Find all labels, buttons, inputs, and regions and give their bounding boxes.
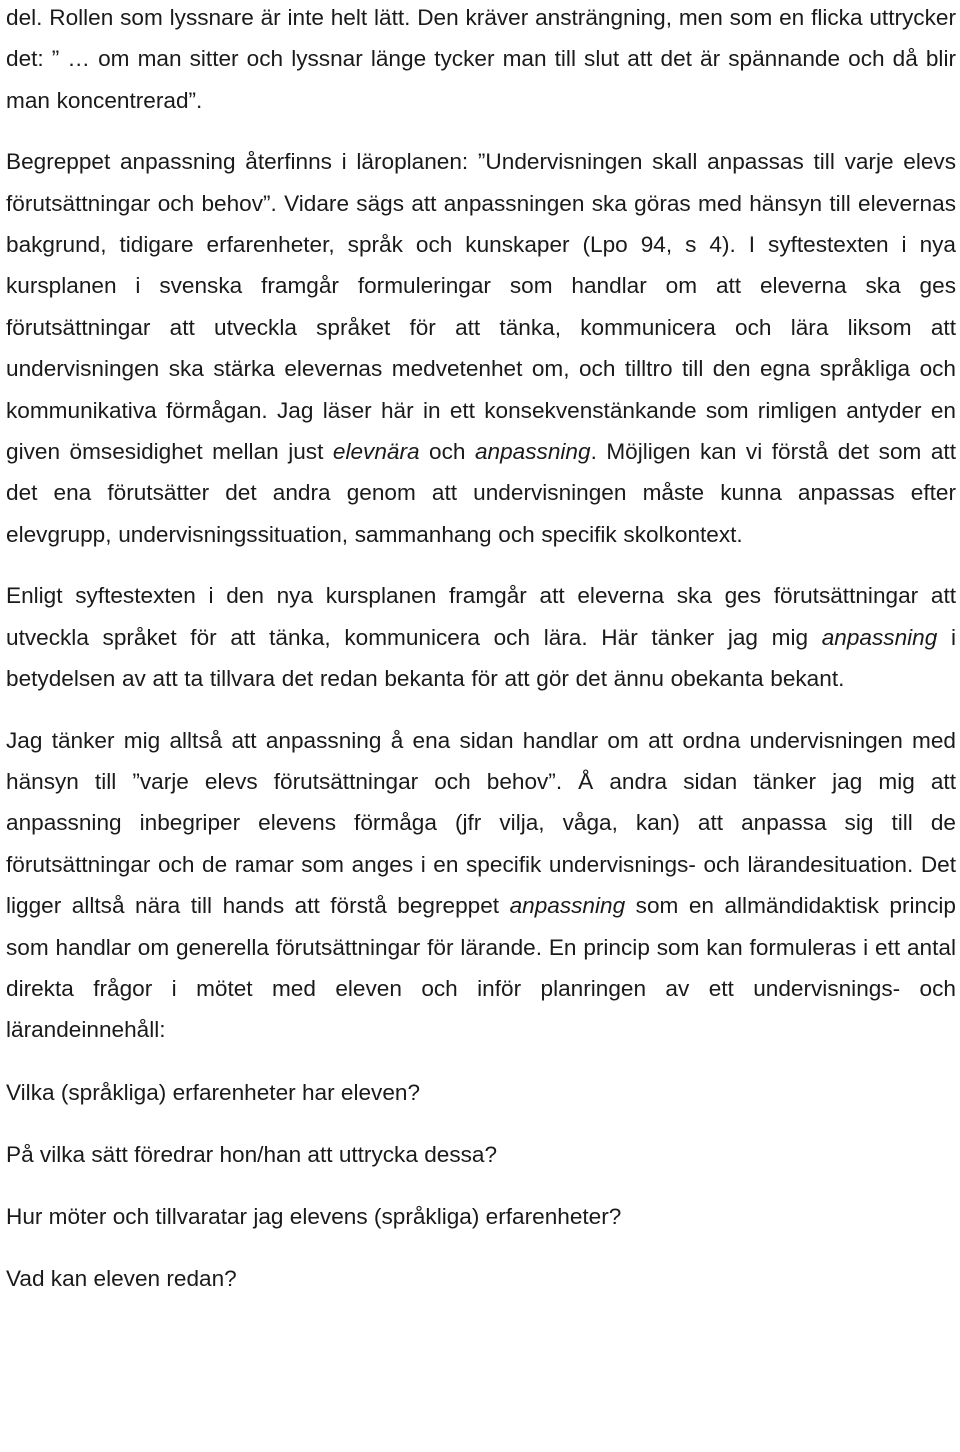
paragraph-3 [6,575,956,699]
paragraph-2-text-a: Begreppet anpassning återfinns i läroplanen: ”Undervisningen skall anpassas till varje elevs förutsättningar och behov”. Vidare sägs att anpassningen ska göras med hänsyn till elevernas bakgrund, tidigare erfarenheter, språk och kunskaper (Lpo 94, s 4). I syftestexten i nya kursplanen i svenska framgår formuleringar som handlar om att eleverna ska ges förutsättningar att utveckla språket för att tänka, kommunicera och lära liksom att undervisningen ska stärka elevernas medvetenhet om, och tilltro till den egna språkliga och kommunikativa förmågan. Jag läser här in ett konsekvenstänkande som rimligen antyder en given ömsesidighet mellan just [6,149,956,465]
question-3: Hur möter och tillvaratar jag elevens (språkliga) erfarenheter? [6,1203,622,1229]
paragraph-4-emphasis-anpassning: anpassning [509,893,626,919]
paragraph-2 [6,141,956,555]
paragraph-2-text-b: och [419,439,475,465]
paragraph-1-text: del. Rollen som lyssnare är inte helt lätt. Den kräver ansträngning, men som en flicka uttrycker det: ” … om man sitter och lyssnar länge tycker man till slut att det är spännande och då blir man koncentrerad”. [6,5,956,113]
paragraph-2-emphasis-anpassning: anpassning [474,439,591,465]
document-page [6,0,956,1299]
paragraph-3-text-a: Enligt syftestexten i den nya kursplanen framgår att eleverna ska ges förutsättningar att utveckla språket för att tänka, kommunicera och lära. Här tänker jag mig [6,583,956,650]
question-4: Vad kan eleven redan? [6,1265,237,1291]
paragraph-4-text-a: Jag tänker mig alltså att anpassning å ena sidan handlar om att ordna undervisningen med hänsyn till ”varje elevs förutsättningar och behov”. Å andra sidan tänker jag mig att anpassning inbegriper elevens förmåga (jfr vilja, våga, kan) att anpassa sig till de förutsättningar och de ramar som anges i en specifik undervisnings- och lärandesituation. Det ligger alltså nära till hands att förstå begreppet [6,727,956,919]
paragraph-2-text-c: . Möjligen kan vi förstå det som att det ena förutsätter det andra genom att undervisningen måste kunna anpassas efter elevgrupp, undervisningssituation, sammanhang och specifik skolkontext. [6,439,956,547]
paragraph-3-text-b: i betydelsen av att ta tillvara det redan bekanta för att gör det ännu obekanta bekant. [6,624,956,692]
paragraph-4-text-b: som en allmändidaktisk princip som handlar om generella förutsättningar för lärande. En princip som kan formuleras i ett antal direkta frågor i mötet med eleven och inför planringen av ett undervisnings- och lärandeinnehåll: [6,893,956,1043]
question-1: Vilka (språkliga) erfarenheter har eleven? [6,1079,421,1105]
paragraph-4 [6,720,956,1051]
paragraph-2-emphasis-elevnara: elevnära [332,439,420,465]
paragraph-1 [6,0,956,121]
question-2: På vilka sätt föredrar hon/han att uttrycka dessa? [6,1141,498,1167]
paragraph-3-emphasis-anpassning: anpassning [821,624,938,650]
